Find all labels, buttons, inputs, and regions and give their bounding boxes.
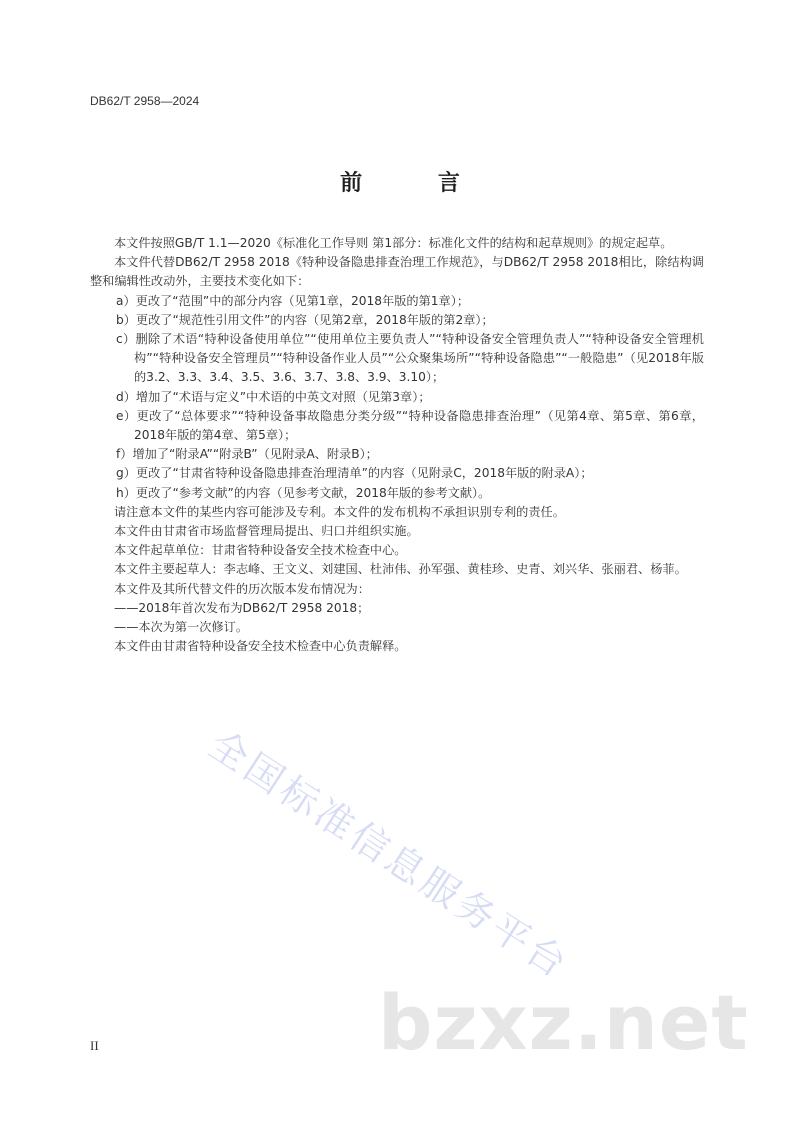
foreword-body xyxy=(90,234,704,656)
paragraph-replacement: 本文件代替DB62/T 2958 2018《特种设备隐患排查治理工作规范》，与DB62/T 2958 2018相比，除结构调整和编辑性改动外，主要技术变化如下： xyxy=(90,255,704,289)
list-item-change-b: b）更改了“规范性引用文件”的内容（见第2章，2018年版的第2章）； xyxy=(116,312,494,327)
list-item-change-h: h）更改了“参考文献”的内容（见参考文献，2018年版的参考文献）。 xyxy=(116,485,491,500)
list-item-change-g: g）更改了“甘肃省特种设备隐患排查治理清单”的内容（见附录C，2018年版的附录A）； xyxy=(116,466,593,481)
paragraph-patent-notice: 请注意本文件的某些内容可能涉及专利。本文件的发布机构不承担识别专利的责任。 xyxy=(114,504,565,519)
list-item-change-f: f）增加了“附录A”“附录B”（见附录A、附录B）； xyxy=(116,447,378,462)
history-item-revision: ——本次为第一次修订。 xyxy=(114,620,249,635)
list-item-change-a: a）更改了“范围”中的部分内容（见第1章，2018年版的第1章）； xyxy=(116,293,470,308)
paragraph-proposer: 本文件由甘肃省市场监督管理局提出、归口并组织实施。 xyxy=(114,524,419,539)
page-number: II xyxy=(90,1038,99,1053)
paragraph-drafting-rule: 本文件按照GB/T 1.1—2020《标准化工作导则 第1部分：标准化文件的结构和起草规则》的规定起草。 xyxy=(114,236,673,250)
list-item-change-e: e）更改了“总体要求”“特种设备事故隐患分类分级”“特种设备隐患排查治理”（见第4章、第5章、第6章，2018年版的第4章、第5章）； xyxy=(116,408,704,443)
watermark-site: bzxz.net xyxy=(378,978,749,1067)
history-item-first: ——2018年首次发布为DB62/T 2958 2018； xyxy=(114,600,370,615)
paragraph-history-intro: 本文件及其所代替文件的历次版本发布情况为： xyxy=(114,581,370,596)
page-title: 前 言 xyxy=(340,171,494,196)
watermark-chinese: 全国标准信息服务平台 xyxy=(201,721,578,988)
paragraph-drafters: 本文件主要起草人：李志峰、王文义、刘建国、杜沛伟、孙军强、黄桂珍、史青、刘兴华、张丽君、杨菲。 xyxy=(114,562,687,577)
standard-code: DB62/T 2958—2024 xyxy=(90,94,200,108)
list-item-change-d: d）增加了“术语与定义”中术语的中英文对照（见第3章）； xyxy=(116,389,431,404)
list-item-change-c: c）删除了术语“特种设备使用单位”“使用单位主要负责人”“特种设备安全管理负责人”“特种设备安全管理机构”“特种设备安全管理员”“特种设备作业人员”“公众聚集场所”“特种设备隐患”“一般隐患”（见2018年版的3.2、3.3、3.4、3.5、3.6、3.7、3.8、3.9、3.10）； xyxy=(116,332,704,385)
paragraph-interpretation: 本文件由甘肃省特种设备安全技术检查中心负责解释。 xyxy=(114,639,407,654)
paragraph-drafting-unit: 本文件起草单位：甘肃省特种设备安全技术检查中心。 xyxy=(114,543,407,558)
